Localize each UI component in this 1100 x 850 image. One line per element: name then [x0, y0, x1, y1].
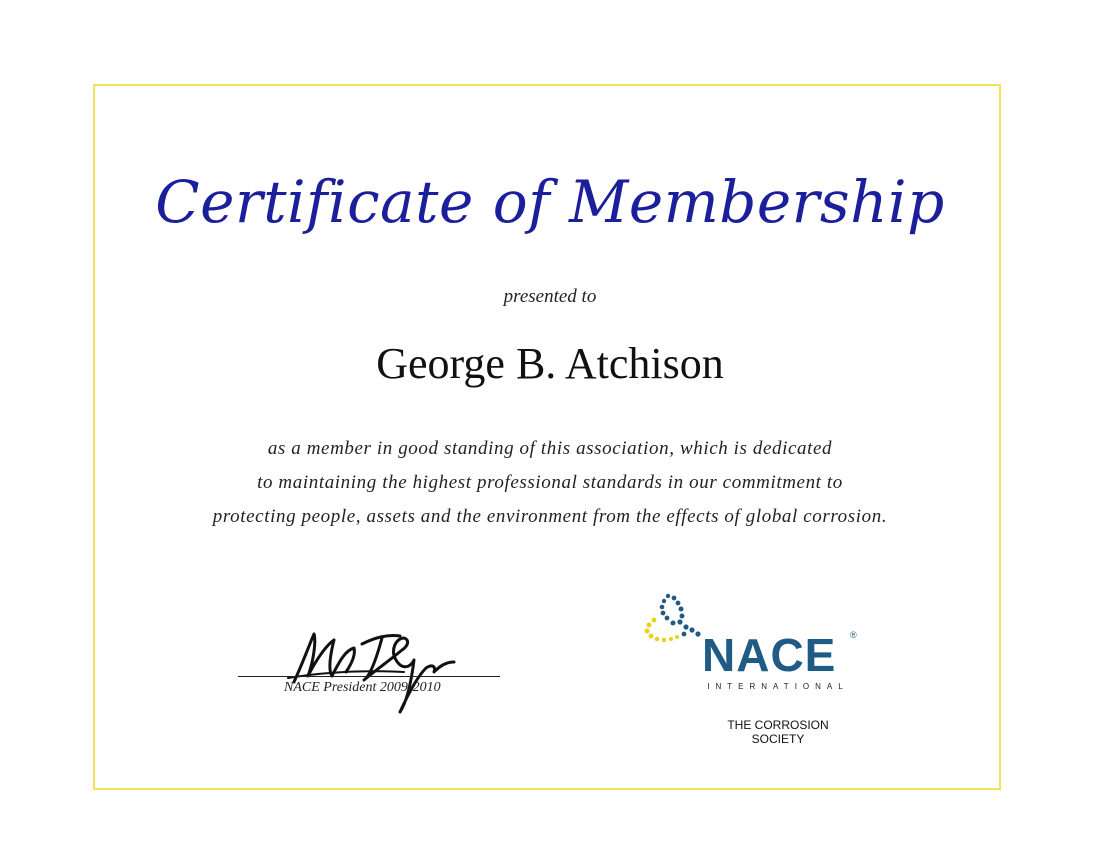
body-line-2: to maintaining the highest professional standards in our commitment to — [257, 472, 843, 493]
presented-to-label: presented to — [503, 286, 597, 307]
body-line-1: as a member in good standing of this association, which is dedicated — [267, 438, 833, 459]
certificate-body — [150, 432, 950, 534]
certificate-title: Certificate of Membership — [155, 168, 945, 236]
recipient-name: George B. Atchison — [376, 339, 724, 388]
signature-caption: NACE President 2009-2010 — [284, 680, 441, 695]
body-line-3: protecting people, assets and the environment from the effects of global corrosion. — [212, 506, 888, 527]
signature-block — [238, 620, 502, 720]
registered-mark: ® — [850, 630, 857, 640]
signature-line — [238, 676, 500, 677]
signature-graphic — [284, 620, 474, 720]
nace-international-label: INTERNATIONAL — [707, 682, 849, 691]
nace-tagline: THE CORROSION SOCIETY — [727, 718, 829, 746]
nace-wordmark: NACE — [702, 629, 837, 681]
nace-logo — [632, 590, 872, 750]
nace-dot-swirl-icon — [640, 590, 710, 660]
